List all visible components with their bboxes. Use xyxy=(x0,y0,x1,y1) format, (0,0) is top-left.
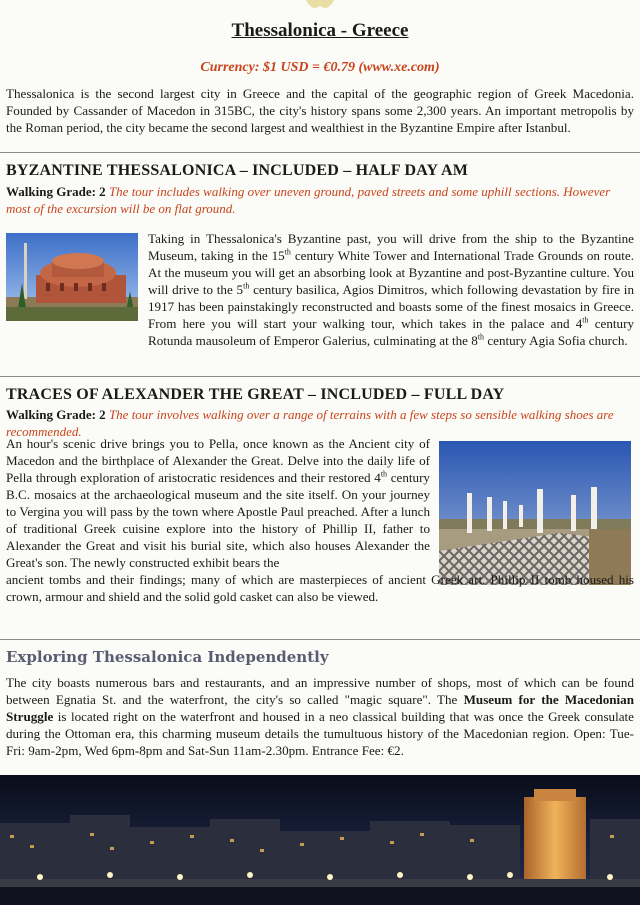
divider xyxy=(0,152,640,153)
section-heading-independent: Exploring Thessalonica Independently xyxy=(6,648,329,666)
intro-paragraph: Thessalonica is the second largest city in Greece and the capital of the geographic region of Greek Macedonia. Founded by Cassander of Macedon in 315BC, the city's history spans some 2,300 years. An important metropolis by the Roman period, the city became the second largest and wealthiest in the Byzantine Empire after Istanbul. xyxy=(6,86,634,135)
section-heading-alexander: TRACES OF ALEXANDER THE GREAT – INCLUDED – FULL DAY xyxy=(6,386,505,403)
ornament-icon xyxy=(300,0,340,14)
alexander-description-continued: ancient tombs and their findings; many of which are masterpieces of ancient Greek art. Phillip II tomb housed his crown, armour and shield and the solid gold casket can also be viewed. xyxy=(6,572,634,604)
walking-grade-note: The tour involves walking over a range of terrains with a few steps so sensible walking shoes are recommended. xyxy=(6,407,614,439)
divider xyxy=(0,376,640,377)
walking-grade-byzantine xyxy=(6,183,634,217)
byzantine-description: Taking in Thessalonica's Byzantine past, you will drive from the ship to the Byzantine Museum, taking in the 15th century White Tower and International Trade Grounds on route. At the museum you will get an absorbing look at Byzantine and post-Byzantine culture. You will drive to the 5th century basilica, Agios Dimitros, which following devastation by fire in 1917 has been painstakingly reconstructed and boasts some of the finest mosaics in Greece. From here you will start your walking tour, which takes in the palace and 4th century Rotunda mausoleum of Emperor Galerius, culminating at the 8th century Agia Sofia church. xyxy=(148,231,634,348)
independent-description: The city boasts numerous bars and restaurants, and an impressive number of shops, most of which can be found between Egnatia St. and the waterfront, the city's so called "magic square". The Museum for the Macedonian Struggle is located right on the waterfront and housed in a neo classical building that was once the Greek consulate during the Ottoman era, this charming museum details the tumultuous history of the Macedonian region. Open: Tue-Fri: 9am-2pm, Wed 6pm-8pm and Sat-Sun 11am-2.30pm. Entrance Fee: €2. xyxy=(6,675,634,758)
currency-rate: Currency: $1 USD = €0.79 (www.xe.com) xyxy=(200,60,440,75)
rotunda-photo xyxy=(6,233,138,321)
alexander-description: An hour's scenic drive brings you to Pella, once known as the Ancient city of Macedon and the birthplace of Alexander the Great. Delve into the daily life of Pella through exploration of aristocratic residences and their restored 4th century B.C. mosaics at the archaeological museum and the site itself. On your journey to Vergina you will pass by the town where Apostle Paul preached. After a lunch of traditional Greek cuisine explore into the history of Phillip II, father to Alexander the Great and visit his burial site, which also houses Alexander the Great's son. The newly constructed exhibit bears the xyxy=(6,436,430,570)
section-heading-byzantine: BYZANTINE THESSALONICA – INCLUDED – HALF DAY AM xyxy=(6,162,469,179)
museum-name: Museum for the Macedonian Struggle xyxy=(6,692,634,724)
walking-grade-label: Walking Grade: 2 xyxy=(6,184,106,199)
night-waterfront-photo xyxy=(0,775,640,905)
walking-grade-label: Walking Grade: 2 xyxy=(6,407,106,422)
walking-grade-note: The tour includes walking over uneven ground, paved streets and some uphill sections. However most of the excursion will be on flat ground. xyxy=(6,184,611,216)
page-title: Thessalonica - Greece xyxy=(231,20,409,41)
pella-ruins-photo xyxy=(439,441,631,585)
divider xyxy=(0,639,640,640)
